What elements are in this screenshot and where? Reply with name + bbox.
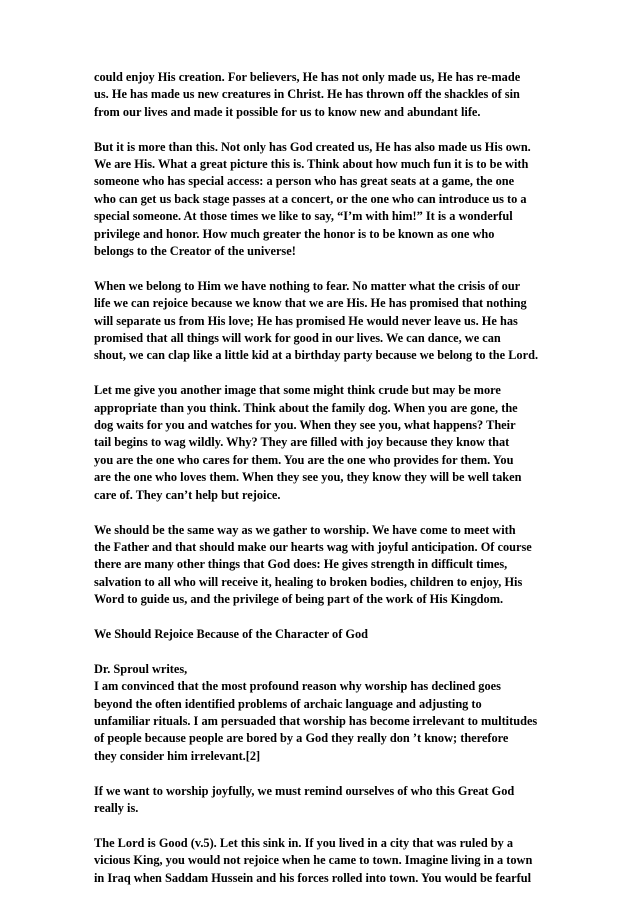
- text-line: from our lives and made it possible for us to know new and abundant life.: [94, 104, 481, 119]
- text-line: special someone. At those times we like to say, “I’m with him!” It is a wonderful: [94, 209, 513, 224]
- text-line: We are His. What a great picture this is. Think about how much fun it is to be with: [94, 157, 529, 172]
- text-line: I am convinced that the most profound reason why worship has declined goes: [94, 679, 501, 694]
- text-line: life we can rejoice because we know that we are His. He has promised that nothing: [94, 296, 527, 311]
- text-line: who can get us back stage passes at a concert, or the one who can introduce us to a: [94, 191, 527, 206]
- text-line: When we belong to Him we have nothing to fear. No matter what the crisis of our: [94, 278, 521, 293]
- text-line: shout, we can clap like a little kid at a birthday party because we belong to the Lord.: [94, 348, 539, 363]
- document-page: [94, 69, 554, 904]
- text-line: beyond the often identified problems of archaic language and adjusting to: [94, 696, 482, 711]
- text-line: If we want to worship joyfully, we must remind ourselves of who this Great God: [94, 783, 515, 798]
- paragraph: [94, 139, 554, 261]
- text-line: the Father and that should make our hearts wag with joyful anticipation. Of course: [94, 539, 532, 554]
- text-line: will separate us from His love; He has promised He would never leave us. He has: [94, 313, 518, 328]
- text-line: belongs to the Creator of the universe!: [94, 244, 296, 259]
- paragraph: [94, 382, 554, 504]
- text-line: could enjoy His creation. For believers, He has not only made us, He has re-made: [94, 70, 521, 84]
- text-line: us. He has made us new creatures in Christ. He has thrown off the shackles of sin: [94, 87, 520, 102]
- paragraph: [94, 783, 554, 818]
- text-line: We should be the same way as we gather to worship. We have come to meet with: [94, 522, 516, 537]
- text-line: they consider him irrelevant.[2]: [94, 748, 261, 763]
- text-line: unfamiliar rituals. I am persuaded that worship has become irrelevant to multitudes: [94, 713, 538, 728]
- text-line: you are the one who cares for them. You are the one who provides for them. You: [94, 452, 514, 467]
- text-line: dog waits for you and watches for you. When they see you, what happens? Their: [94, 418, 516, 433]
- text-line: vicious King, you would not rejoice when he came to town. Imagine living in a town: [94, 853, 533, 868]
- text-line: someone who has special access: a person who has great seats at a game, the one: [94, 174, 515, 189]
- paragraph: [94, 835, 554, 887]
- paragraph: [94, 661, 554, 765]
- text-line: Dr. Sproul writes,: [94, 661, 188, 676]
- text-line: really is.: [94, 800, 139, 815]
- text-line: The Lord is Good (v.5). Let this sink in. If you lived in a city that was ruled by a: [94, 835, 514, 850]
- paragraph: [94, 626, 554, 643]
- text-line: privilege and honor. How much greater the honor is to be known as one who: [94, 226, 495, 241]
- paragraph: [94, 278, 554, 365]
- text-line: in Iraq when Saddam Hussein and his forces rolled into town. You would be fearful: [94, 870, 532, 885]
- text-line: Word to guide us, and the privilege of being part of the work of His Kingdom.: [94, 592, 504, 607]
- text-line: But it is more than this. Not only has God created us, He has also made us His own.: [94, 139, 531, 154]
- text-line: appropriate than you think. Think about the family dog. When you are gone, the: [94, 400, 518, 415]
- text-line: salvation to all who will receive it, healing to broken bodies, children to enjoy, His: [94, 574, 523, 589]
- text-line: Let me give you another image that some might think crude but may be more: [94, 383, 501, 398]
- text-line: of people because people are bored by a God they really don ’t know; therefore: [94, 731, 509, 746]
- text-line: promised that all things will work for good in our lives. We can dance, we can: [94, 331, 501, 346]
- text-line: are the one who loves them. When they see you, they know they will be well taken: [94, 470, 522, 485]
- paragraph: [94, 522, 554, 609]
- text-line: care of. They can’t help but rejoice.: [94, 487, 281, 502]
- text-line: there are many other things that God does: He gives strength in difficult times,: [94, 557, 508, 572]
- paragraph: [94, 69, 554, 121]
- text-line: tail begins to wag wildly. Why? They are filled with joy because they know that: [94, 435, 510, 450]
- text-line: We Should Rejoice Because of the Character of God: [94, 626, 369, 641]
